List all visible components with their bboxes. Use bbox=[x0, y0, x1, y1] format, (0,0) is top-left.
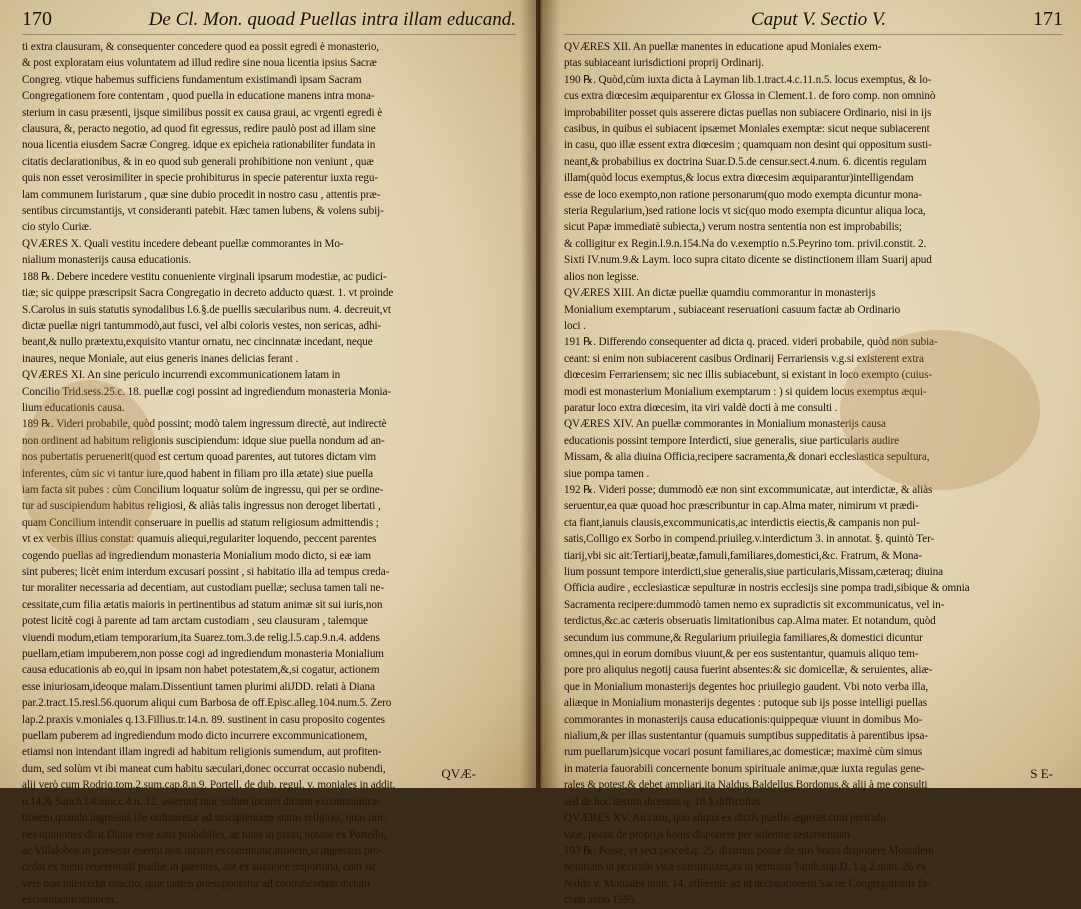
right-page-number: 171 bbox=[1032, 8, 1063, 30]
right-running-header bbox=[564, 8, 1063, 35]
text-line: ti extra clausuram, & consequenter concedere quod ea possit egredi è monasterio, bbox=[22, 41, 380, 53]
text-line: vitæ, possit de proprijs bonis disponere per solemne testamentum . bbox=[564, 828, 856, 841]
text-line: verè non intercedat coactio, quæ tamen præsupponitur ad contrahendam dictam bbox=[22, 877, 370, 890]
text-line: excommunicationem. bbox=[22, 894, 117, 907]
text-line: que in Monialium monasterijs degentes hoc priuilegio gaudent. Vbi noto verba illa, bbox=[564, 680, 929, 693]
right-catchword: S E- bbox=[1030, 766, 1053, 781]
text-line: tur moraliter necessaria ad decentiam, aut custodiam puellæ; seclusa tamen tali ne- bbox=[22, 582, 384, 595]
text-line: inferentes, cùm sic vi tantur iure,quod habent in filiam pro illa ætate) siue puella bbox=[22, 467, 374, 480]
text-line: satis,Colligo ex Sorbo in compend.priuileg.v.interdictum 3. in annotat. §. quintò Ter- bbox=[564, 533, 935, 546]
text-line: 189 ℞. Videri probabile, quòd possint; modò talem ingressum directè, aut indirectè bbox=[22, 418, 387, 431]
text-line: steria Regularium,)sed ratione locis vt sic(quo modo exempta dicuntur aliqua loca, bbox=[564, 205, 926, 218]
right-text-block bbox=[564, 39, 1063, 909]
text-line: modi est monasterium Monialium exemptarum : ) si quidem locus exemptus æqui- bbox=[564, 385, 927, 398]
text-line: 188 ℞. Debere incedere vestitu conueniente virginali ipsarum modestiæ, ac pudici- bbox=[22, 270, 387, 283]
text-line: vt ex verbis illius constat: quamuis aliequi,regulariter loquendo, peccent parentes bbox=[22, 533, 377, 546]
text-line: puellam,etiam impuberem,non posse cogi ad ingrediendum monasteria Monialium bbox=[22, 648, 384, 661]
text-line: rum puellarum)sicque vocari posunt familiares,ac domesticæ; maximè cùm simus bbox=[564, 746, 923, 759]
text-line: Naldo v. Moniales num. 14. afferente ad id declarationem Sacræ Congregationis fa- bbox=[564, 877, 931, 890]
text-line: esse iniuriosam,ideoque malam.Dissentiunt tamen plurimi aliJDD. relati à Diana bbox=[22, 680, 375, 693]
text-line: tionem,quando ingressus ille ordinaretur ad suscipienoem status religiosi, quas om- bbox=[22, 812, 387, 825]
text-line: puellam puberem ad ingrediendum modo dicto incurrere excommunicationem, bbox=[22, 730, 368, 743]
left-page bbox=[0, 0, 536, 907]
text-line: Missam, & alia diuina Officia,recipere sacramenta,& donari ecclesiastica sepultura, bbox=[564, 451, 930, 464]
text-line: iam facta sit pubes : cùm Concilium loquatur solùm de ingressu, qui per se ordine- bbox=[22, 483, 384, 496]
text-line: 190 ℞. Quòd,cùm iuxta dicta à Layman lib.1.tract.4.c.11.n.5. locus exemptus, & lo- bbox=[564, 73, 932, 86]
text-line: QVÆRES XV. An casu, quo aliqua ex dictis puellis ægrotet cum periculo bbox=[564, 812, 886, 825]
text-line: citatis declarationibus, & in eo quod sub generali prohibitione non veniunt , quæ bbox=[22, 155, 374, 168]
text-line: clausura, &, peracto negotio, ad quod fit egressus, redire paulò post ad illam sine bbox=[22, 123, 376, 136]
text-line: nialium monasterijs causa educationis. bbox=[22, 254, 191, 267]
text-line: sterium in casu præsenti, ijsque similibus possit ex causa graui, ac vrgenti egredi è bbox=[22, 106, 383, 119]
text-line: QVÆRES XI. An sine periculo incurrendi excommunicationem latam in bbox=[22, 369, 341, 382]
text-line: causa educationis ab eo,qui in ipsam non habet potestatem,&,si cogatur, actionem bbox=[22, 664, 380, 677]
text-line: omnes,qui in eorum domibus viuunt,& per eos sustentantur, quamuis aliquo tem- bbox=[564, 648, 919, 661]
text-line: Congreg. vtique habemus sufficiens fundamentum existimandi ipsam Sacram bbox=[22, 73, 362, 86]
text-line: sentibus circumstantijs, vt consideranti patebit. Hæc tamen lubens, & volens subij- bbox=[22, 205, 384, 218]
text-line: Monialium exemptarum , subiaceant reseruationi casuum factæ ab Ordinario bbox=[564, 303, 901, 316]
text-line: dictæ puellæ nigri tantummodò,aut fusci, vel albi coloris vestes, non sericas, adhi- bbox=[22, 319, 382, 332]
text-line: noua licentia eiusdem Sacræ Congreg. idque ex epicheia rationabiliter fundata in bbox=[22, 139, 376, 152]
right-page bbox=[540, 0, 1081, 907]
text-line: lap.2.praxis v.moniales q.13.Fillius.tr.14.n. 89. sustinent in casu proposito cogentes bbox=[22, 713, 385, 726]
text-line: ac Villalobos in præsenti euentu non incurri excommunicationem,si ingressus pro- bbox=[22, 844, 383, 857]
text-line: terdictus,&c.ac cæteris obseruatis limitationibus cap.Alma mater. Et notandum, quòd bbox=[564, 615, 936, 628]
text-line: cedat ex metu reuerentiali puellæ in parentes, aut ex suasione importuna, cùm sic bbox=[22, 861, 377, 874]
text-line: in casu, quo illæ essent extra diœcesim ; quamquam non desint qui oppositum susti- bbox=[564, 139, 932, 152]
text-line: inaures, neque Moniale, aut eius generis inanes delicias ferant . bbox=[22, 352, 299, 365]
left-page-number: 170 bbox=[22, 8, 52, 30]
text-line: lam communem Iuristarum , quæ sine dubio procedit in nostro casu , attentis præ- bbox=[22, 188, 381, 201]
text-line: secundum ius commune,& Regularium priuilegia familiares,& domestici dicuntur bbox=[564, 631, 923, 644]
text-line: nes opiniones dicit Diana esse satis probabiles, ac tutas in praxi; notans ex Portello, bbox=[22, 828, 387, 841]
text-line: etiamsi non intendant illam ingredi ad habitum religionis sumendum, aut profiten- bbox=[22, 746, 382, 759]
text-line: Sacramenta recipere:dummodò tamen nemo ex supradictis sit excommunicatus, vel in- bbox=[564, 598, 945, 611]
left-running-head: De Cl. Mon. quoad Puellas intra illam educand. bbox=[148, 9, 516, 30]
text-line: lium educationis causa. bbox=[22, 401, 125, 414]
text-line: QVÆRES XIII. An dictæ puellæ quamdiu commorantur in monasterijs bbox=[564, 287, 876, 300]
text-line: S.Carolus in suis statutis synodalibus l.6.§.de puellis sæcularibus num. 4. decreuit,vt bbox=[22, 303, 391, 316]
text-line: nos pubertatis peruenerit(quod est certum quoad parentes, aut tutores dictam vim bbox=[22, 451, 376, 464]
text-line: par.2.tract.15.resl.56.quorum aliqui cum Barbosa de off.Episc.alleg.104.num.5. Zero bbox=[22, 697, 392, 710]
text-line: casibus, in quibus ei subiacent ipsæmet Moniales exemptæ: sicut neque subiacerent bbox=[564, 123, 930, 136]
text-line: educationis possint tempore Interdicti, siue generalis, siue particularis audire bbox=[564, 434, 899, 447]
text-line: in materia fauorabili concernente bonum spirituale animæ,quæ iuxta regulas gene- bbox=[564, 762, 925, 775]
text-line: pore pro aliquius negotij causa fuerint absentes:& sic domicellæ, & seruientes, aliæ- bbox=[564, 664, 933, 677]
text-line: 191 ℞. Differendo consequenter ad dicta q. praced. videri probabile, quòd non subia- bbox=[564, 336, 938, 349]
text-line: QVÆRES XII. An puellæ manentes in educatione apud Moniales exem- bbox=[564, 41, 882, 53]
text-line: cta fiant,ianuis clausis,excommunicatis,ac interdictis eiectis,& campanis non pul- bbox=[564, 516, 920, 529]
text-line: seruentur,ea quæ quoad hoc præscribuntur in cap.Alma mater, nimirum vt prædi- bbox=[564, 500, 919, 513]
text-line: 193 ℞. Posse, vt sect.praced.q. 25. diximus posse de suis bonis disponere Monialem bbox=[564, 844, 934, 857]
text-line: dum, sed solùm vt ibi maneat cum habitu sæculari,donec occurrat occasio nubendi, bbox=[22, 762, 386, 775]
text-line: Officia audire , ecclesiasticæ sepulturæ in nostris ecclesijs sine pompa tradi,sibique & omnia bbox=[564, 582, 970, 595]
text-line: quis non esset verosimiliter in specie prohibiturus in specie paterentur iuxta regu- bbox=[22, 172, 379, 185]
left-catchword: QVÆ- bbox=[441, 766, 476, 781]
text-line: alios non legisse. bbox=[564, 270, 639, 283]
text-line: paratur loco extra diœcesim, ita viri valdè docti à me consulti . bbox=[564, 401, 838, 414]
text-line: n.14.& Sanch.l.4.mor.c.4.n. 12. asserunt tunc solùm incurri dictam excommunica- bbox=[22, 795, 381, 808]
text-line: QVÆRES X. Quali vestitu incedere debeant puellæ commorantes in Mo- bbox=[22, 237, 344, 250]
text-line: illam(quòd locus exemptus,& locus extra diœcesim æquiparantur)intelligendam bbox=[564, 172, 914, 185]
text-line: cogendo puellas ad ingrediendum monasteria Monialium modo dicto, si eæ iam bbox=[22, 549, 371, 562]
text-line: siue pompa tamen . bbox=[564, 467, 650, 480]
text-line: sint puberes; licèt enim interdum excusari possint , si habitatio illa ad tempus creda- bbox=[22, 566, 390, 578]
text-line: & colligitur ex Regin.l.9.n.154.Na do v.exemptio n.5.Peyrino tom. privil.constit. 2. bbox=[564, 237, 927, 250]
text-line: cus extra diœcesim æquiparentur ex Glossa in Clement.1. de foro comp. non omninò bbox=[564, 90, 936, 103]
text-line: ceant: si enim non subiacerent casibus Ordinarij Ferrariensis v.g.si existerent extra bbox=[564, 352, 924, 365]
text-line: tiarij,vbi sic ait:Tertiarij,beatæ,famuli,familiares,domestici,&c. Fratrum, & Mona- bbox=[564, 549, 922, 562]
text-line: Congregationem fore contentam , quod puella in educatione manens intra mona- bbox=[22, 90, 375, 103]
text-line: nialium,& per illas sustentantur (quamuis sumptibus suppeditatis à parentibus ipsa- bbox=[564, 730, 928, 743]
right-running-head: Caput V. Sectio V. bbox=[751, 9, 886, 30]
text-line: potest licitè cogi à parente ad tam arctam custodiam , seu clausuram , talemque bbox=[22, 615, 368, 628]
text-line: alij verò cum Rodriq.tom.2.sum.cap.8.n.9. Portell. de dub. regul. v. moniales in addit. bbox=[22, 779, 396, 792]
text-line: sed de hoc iterum dicemus q. 18.§.difficultas. bbox=[564, 795, 764, 808]
text-line: lium possunt tempore interdicti,siue generalis,siue particularis,Missam,cæteraq; diuina bbox=[564, 566, 944, 578]
text-line: improbabiliter posset quis asserere dictas puellas non subiacere Ordinario, nisi in ijs bbox=[564, 106, 932, 119]
text-line: non ordinent ad habitum religionis suscipiendum: idque siue puella nondum ad an- bbox=[22, 434, 385, 447]
text-line: tur ad suscipiendum habitus religiosi, & aliàs talis ingressus non deroget libertati , bbox=[22, 500, 381, 513]
text-line: esse de loco exempto,non ratione personarum(quo modo exempta dicuntur mona- bbox=[564, 188, 922, 201]
text-line: & post exploratam eius voluntatem ad illud redire sine noua licentia ipsius Sacræ bbox=[22, 57, 377, 70]
text-line: quam Concilium intendit conseruare in puellis ad statum religiosum admittendis ; bbox=[22, 516, 379, 529]
text-line: cio stylo Curiæ. bbox=[22, 221, 92, 234]
text-line: tiæ; sic quippe præscripsit Sacra Congregatio in decreto adducto quæst. 1. vt proinde bbox=[22, 287, 394, 300]
text-line: loci . bbox=[564, 319, 586, 332]
text-line: commorantes in monasterijs causa educationis:quippequæ viuunt in domibus Mo- bbox=[564, 713, 923, 726]
text-line: nouitiam in periculo vitæ constitutam,ita in terminis Tamb.sup.D. 1.q.2.num. 26.ex bbox=[564, 861, 927, 874]
left-running-header bbox=[22, 8, 516, 35]
text-line: aliæque in Monialium monasterijs degentes : putoque sub ijs posse intelligi puellas bbox=[564, 697, 928, 710]
text-line: rales & potest,& debet ampliari,ita Naldus,Baldellus,Bordonus,& alij à me consulti bbox=[564, 779, 928, 792]
text-line: neant,& probabilius ex doctrina Suar.D.5.de censur.sect.4.num. 6. dicentis regulam bbox=[564, 155, 927, 168]
text-line: 192 ℞. Videri posse; dummodò eæ non sint excommunicatæ, aut interdictæ, & aliàs bbox=[564, 483, 933, 496]
text-line: ctam anno 1595. bbox=[564, 894, 637, 907]
text-line: viuendi modum,etiam temporarium,ita Suarez.tom.3.de relig.l.5.cap.9.n.4. addens bbox=[22, 631, 380, 644]
text-line: QVÆRES XIV. An puellæ commorantes in Monialium monasterijs causa bbox=[564, 418, 886, 431]
text-line: diœcesim Ferrariensem; sic nec illis subiacebunt, si existant in loco exempto (cuius- bbox=[564, 369, 933, 382]
text-line: cessitate,cum filia ætatis maioris in pertinentibus ad statum animæ sit sui iuris,non bbox=[22, 598, 383, 611]
text-line: sicut Papæ immediatè subiecta,) verum nostra sententia non est improbabilis; bbox=[564, 221, 902, 234]
text-line: Sixti IV.num.9.& Laym. loco supra citato dicente se distinctionem illam Suarij apud bbox=[564, 254, 932, 267]
text-line: beant,& nullo prætextu,exquisito vtantur ornatu, nec cincinnatæ incedant, neque bbox=[22, 336, 373, 349]
text-line: ptas subiaceant iurisdictioni proprij Ordinarij. bbox=[564, 57, 764, 70]
text-line: Concilio Trid.sess.25.c. 18. puellæ cogi possint ad ingrediendum monasteria Monia- bbox=[22, 385, 392, 398]
